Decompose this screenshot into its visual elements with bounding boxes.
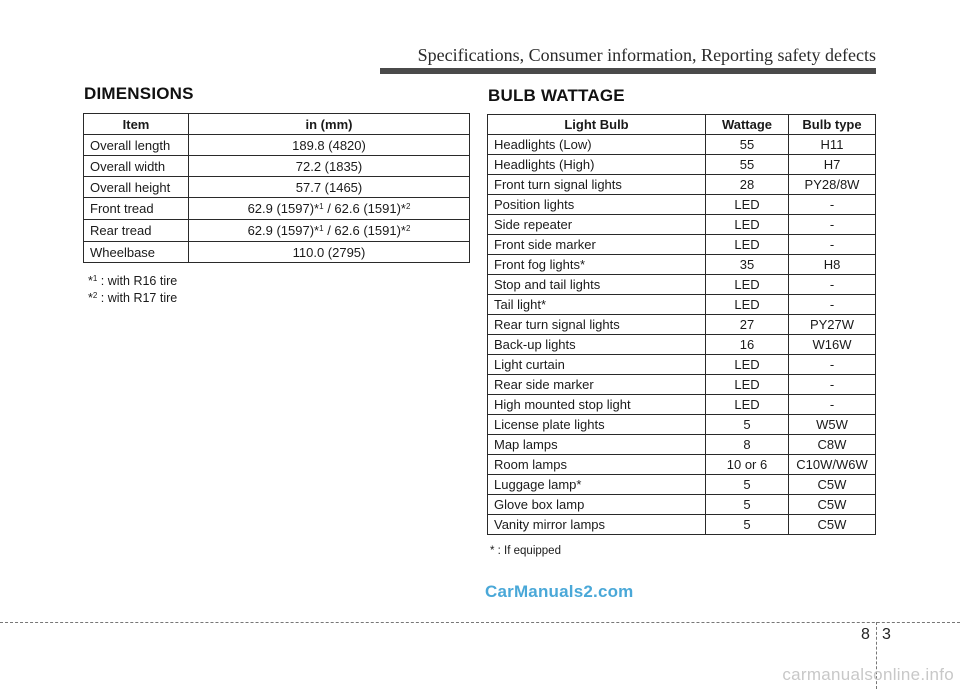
bulb-type: - [789, 195, 876, 215]
value-part: / 62.6 (1591)* [323, 223, 406, 238]
bulb-type: - [789, 215, 876, 235]
dimension-item: Overall length [84, 135, 189, 156]
bulb-name: Vanity mirror lamps [488, 515, 706, 535]
bulb-type: - [789, 355, 876, 375]
bulb-type: - [789, 275, 876, 295]
column-header-item: Item [84, 114, 189, 135]
table-row [488, 415, 876, 435]
bulb-type: C5W [789, 475, 876, 495]
bulb-wattage: LED [706, 375, 789, 395]
bulb-name: Luggage lamp* [488, 475, 706, 495]
table-row [488, 235, 876, 255]
bulb-type: H11 [789, 135, 876, 155]
dimension-value: 57.7 (1465) [189, 177, 470, 198]
bulb-type: PY28/8W [789, 175, 876, 195]
bulb-name: Headlights (High) [488, 155, 706, 175]
table-row [488, 295, 876, 315]
carmanuals-watermark: CarManuals2.com [485, 582, 634, 601]
bulb-wattage: LED [706, 395, 789, 415]
bulb-wattage: LED [706, 195, 789, 215]
bulb-wattage: 55 [706, 135, 789, 155]
bulb-wattage: LED [706, 355, 789, 375]
bulb-wattage: LED [706, 275, 789, 295]
bulb-type: C5W [789, 495, 876, 515]
bulb-wattage: 5 [706, 515, 789, 535]
bulb-wattage: 5 [706, 475, 789, 495]
dimension-item: Overall height [84, 177, 189, 198]
footnote [88, 290, 177, 307]
bulb-name: Front side marker [488, 235, 706, 255]
dimension-item: Overall width [84, 156, 189, 177]
table-row [84, 177, 470, 198]
bulb-type: C10W/W6W [789, 455, 876, 475]
bulb-type: W5W [789, 415, 876, 435]
bulb-type: C5W [789, 515, 876, 535]
footnote-mark: 2 [92, 291, 98, 300]
table-row [488, 455, 876, 475]
dimension-item: Rear tread [84, 220, 189, 242]
table-row [488, 335, 876, 355]
page-header-title: Specifications, Consumer information, Reporting safety defects [417, 45, 876, 65]
table-row [488, 195, 876, 215]
bulb-wattage: 28 [706, 175, 789, 195]
table-header-row [488, 115, 876, 135]
footnote-mark: 1 [92, 274, 98, 283]
bulb-wattage: 16 [706, 335, 789, 355]
bulb-type: H7 [789, 155, 876, 175]
table-row [488, 395, 876, 415]
table-row [488, 275, 876, 295]
bulb-name: Front turn signal lights [488, 175, 706, 195]
chapter-number: 8 [861, 626, 870, 643]
bulb-wattage: 55 [706, 155, 789, 175]
table-row [488, 495, 876, 515]
bulb-name: Back-up lights [488, 335, 706, 355]
bulb-wattage: 5 [706, 495, 789, 515]
bulb-type: - [789, 395, 876, 415]
dimension-item: Wheelbase [84, 242, 189, 263]
dimension-value [189, 220, 470, 242]
bulb-name: Rear side marker [488, 375, 706, 395]
column-header-wattage: Wattage [706, 115, 789, 135]
table-row [488, 475, 876, 495]
bulb-wattage-table [487, 114, 876, 535]
dimension-value [189, 198, 470, 220]
bulb-name: Headlights (Low) [488, 135, 706, 155]
column-header-bulb-type: Bulb type [789, 115, 876, 135]
bulb-wattage: 5 [706, 415, 789, 435]
bulb-name: Map lamps [488, 435, 706, 455]
table-row [84, 198, 470, 220]
dimension-notes [88, 273, 177, 307]
table-row [488, 255, 876, 275]
bulb-type: PY27W [789, 315, 876, 335]
bulb-type: - [789, 235, 876, 255]
bulb-name: Light curtain [488, 355, 706, 375]
bulb-name: Stop and tail lights [488, 275, 706, 295]
footer-divider [0, 622, 960, 623]
table-header-row [84, 114, 470, 135]
bulb-name: Front fog lights* [488, 255, 706, 275]
bulb-name: Rear turn signal lights [488, 315, 706, 335]
bulb-wattage: 10 or 6 [706, 455, 789, 475]
footnote-star: * [88, 274, 93, 288]
table-row [488, 315, 876, 335]
bulb-name: License plate lights [488, 415, 706, 435]
table-row [488, 155, 876, 175]
bulb-wattage: 35 [706, 255, 789, 275]
header-bar [380, 68, 876, 74]
value-part: 62.9 (1597)* [247, 223, 320, 238]
footnote-mark: 1 [319, 224, 324, 233]
site-watermark: carmanualsonline.info [782, 665, 954, 684]
value-part: / 62.6 (1591)* [323, 201, 406, 216]
bulb-wattage: 8 [706, 435, 789, 455]
table-row [488, 135, 876, 155]
bulb-wattage: LED [706, 235, 789, 255]
bulb-name: Room lamps [488, 455, 706, 475]
value-part: 62.9 (1597)* [247, 201, 320, 216]
table-row [488, 375, 876, 395]
column-header-in-mm: in (mm) [189, 114, 470, 135]
bulb-wattage-title: BULB WATTAGE [488, 86, 625, 105]
footnote-mark: 1 [319, 202, 324, 211]
table-row [488, 215, 876, 235]
table-row [488, 175, 876, 195]
bulb-type: W16W [789, 335, 876, 355]
bulb-type: C8W [789, 435, 876, 455]
bulb-name: High mounted stop light [488, 395, 706, 415]
table-row [488, 435, 876, 455]
bulb-type: - [789, 375, 876, 395]
table-row [84, 156, 470, 177]
footnote-mark: 2 [405, 224, 411, 233]
bulb-footnote: * : If equipped [490, 545, 561, 557]
bulb-wattage: LED [706, 295, 789, 315]
footnote-star: * [88, 291, 93, 305]
bulb-type: - [789, 295, 876, 315]
dimension-value: 189.8 (4820) [189, 135, 470, 156]
table-row [84, 242, 470, 263]
bulb-type: H8 [789, 255, 876, 275]
dimensions-title: DIMENSIONS [84, 84, 194, 103]
footnote-text: : with R17 tire [97, 291, 178, 305]
page-number: 3 [882, 626, 891, 643]
table-row [84, 135, 470, 156]
bulb-wattage: LED [706, 215, 789, 235]
dimension-value: 110.0 (2795) [189, 242, 470, 263]
bulb-name: Tail light* [488, 295, 706, 315]
bulb-wattage: 27 [706, 315, 789, 335]
dimension-value: 72.2 (1835) [189, 156, 470, 177]
table-row [488, 355, 876, 375]
footnote-mark: 2 [405, 202, 411, 211]
dimensions-table [83, 113, 470, 263]
dimension-item: Front tread [84, 198, 189, 220]
footnote [88, 273, 177, 290]
column-header-light-bulb: Light Bulb [488, 115, 706, 135]
table-row [84, 220, 470, 242]
bulb-name: Glove box lamp [488, 495, 706, 515]
table-row [488, 515, 876, 535]
footnote-text: : with R16 tire [97, 274, 178, 288]
bulb-name: Position lights [488, 195, 706, 215]
bulb-name: Side repeater [488, 215, 706, 235]
